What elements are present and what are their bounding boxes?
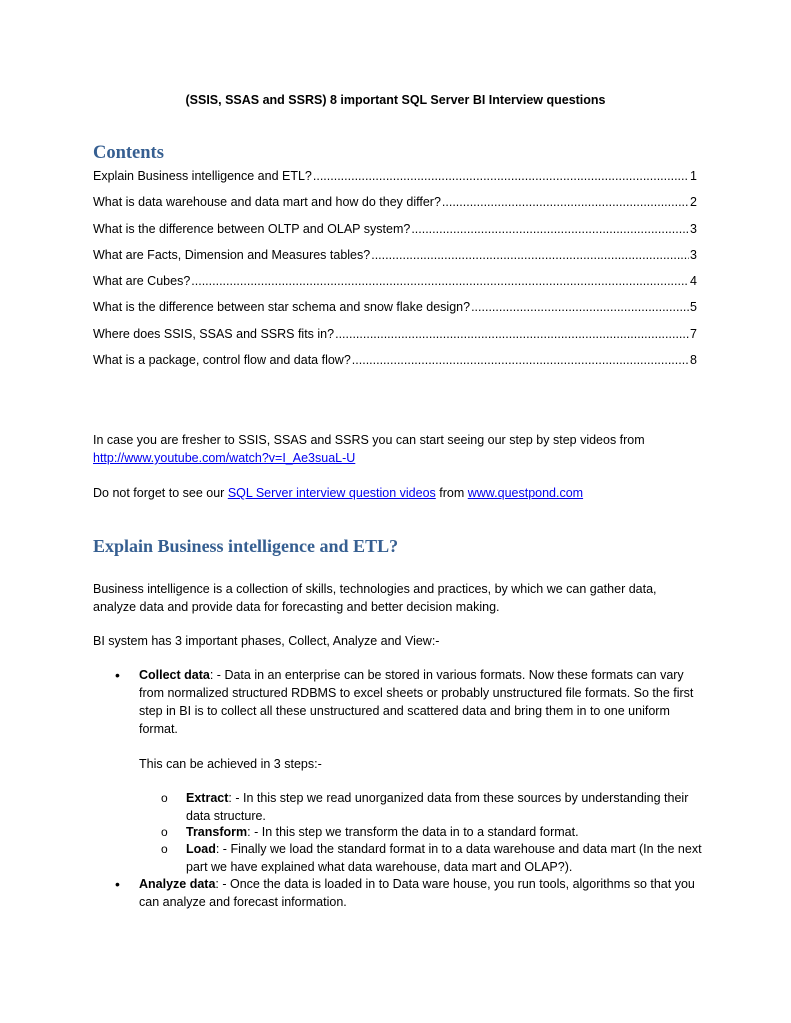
analyze-data-text [139,875,699,911]
collect-data-label: Collect data [139,668,210,682]
bullet-marker: • [115,876,120,892]
toc-leader-dots [352,353,689,367]
youtube-video-link[interactable]: http://www.youtube.com/watch?v=I_Ae3suaL-U [93,451,356,465]
collect-data-description: : - Data in an enterprise can be stored in various formats. Now these formats can vary from normalized structured RDBMS to excel sheets or probably unstructured file formats. So the first step in BI is to collect all these unstructured and scattered data and bring them in to one uniform format. [139,668,694,736]
toc-entry[interactable] [93,327,697,353]
document-title: (SSIS, SSAS and SSRS) 8 important SQL Server BI Interview questions [185,93,606,107]
toc-entry-text[interactable]: What are Facts, Dimension and Measures tables? [93,247,371,262]
toc-page-number[interactable]: 4 [690,274,697,289]
toc-entry[interactable] [93,195,697,221]
section-heading-bi-etl: Explain Business intelligence and ETL? [93,536,399,556]
intro-text: In case you are fresher to SSIS, SSAS and SSRS you can start seeing our step by step videos from [93,433,645,447]
sub-bullet-marker: o [161,791,168,805]
bi-phases-paragraph: BI system has 3 important phases, Collect, Analyze and View:- [93,634,440,648]
analyze-data-description: : - Once the data is loaded in to Data ware house, you run tools, algorithms so that you can analyze and forecast information. [139,877,695,909]
load-description: : - Finally we load the standard format in to a data warehouse and data mart (In the next part we have explained what data warehouse, data mart and OLAP?). [186,842,702,874]
toc-leader-dots [191,274,689,288]
toc-page-number[interactable]: 3 [690,221,697,236]
interview-videos-paragraph [93,484,703,502]
interview-videos-prefix: Do not forget to see our [93,486,228,500]
sub-bullet-marker: o [161,825,168,839]
intro-paragraph [93,431,703,467]
load-step-text [186,840,702,876]
toc-leader-dots [313,169,689,183]
toc-entry[interactable] [93,353,697,379]
toc-leader-dots [335,327,689,341]
transform-step-text [186,823,702,841]
toc-page-number[interactable]: 7 [690,326,697,341]
toc-entry[interactable] [93,248,697,274]
toc-page-number[interactable]: 5 [690,300,697,315]
toc-entry-text[interactable]: What is a package, control flow and data flow? [93,353,351,368]
steps-intro: This can be achieved in 3 steps:- [139,757,322,771]
transform-step [93,823,703,841]
extract-step-text [186,789,702,825]
toc-leader-dots [371,248,689,262]
load-step [93,840,703,876]
extract-description: : - In this step we read unorganized data from these sources by understanding their data structure. [186,791,689,823]
extract-step [93,789,703,825]
transform-label: Transform [186,825,248,839]
toc-entry-text[interactable]: What is the difference between OLTP and OLAP system? [93,221,411,236]
toc-page-number[interactable]: 3 [690,247,697,262]
toc-leader-dots [442,195,689,209]
questpond-link[interactable]: www.questpond.com [467,486,584,500]
toc-entry[interactable] [93,222,697,248]
table-of-contents [93,169,697,379]
toc-entry[interactable] [93,274,697,300]
load-label: Load [186,842,216,856]
toc-entry[interactable] [93,300,697,326]
toc-entry-text[interactable]: What is data warehouse and data mart and how do they differ? [93,195,441,210]
collect-data-bullet [93,666,703,746]
contents-heading: Contents [93,143,164,163]
transform-description: : - In this step we transform the data in to a standard format. [247,825,579,839]
toc-entry-text[interactable]: What is the difference between star schema and snow flake design? [93,300,471,315]
toc-page-number[interactable]: 8 [690,353,697,368]
toc-leader-dots [471,300,689,314]
bullet-marker: • [115,667,120,683]
toc-page-number[interactable]: 2 [690,195,697,210]
toc-page-number[interactable]: 1 [690,169,697,183]
bi-definition-paragraph: Business intelligence is a collection of skills, technologies and practices, by which we can gather data, analyze data and provide data for forecasting and better decision making. [93,582,657,614]
toc-entry-text[interactable]: Explain Business intelligence and ETL? [93,169,312,183]
extract-label: Extract [186,791,229,805]
analyze-data-bullet [93,875,703,911]
toc-leader-dots [411,222,689,236]
sub-bullet-marker: o [161,842,168,856]
toc-entry-text[interactable]: Where does SSIS, SSAS and SSRS fits in? [93,326,335,341]
toc-entry[interactable] [93,169,697,195]
collect-data-text [139,666,699,738]
interview-videos-mid: from [435,486,468,500]
sql-server-videos-link[interactable]: SQL Server interview question videos [227,486,436,500]
analyze-data-label: Analyze data [139,877,216,891]
toc-entry-text[interactable]: What are Cubes? [93,274,191,289]
